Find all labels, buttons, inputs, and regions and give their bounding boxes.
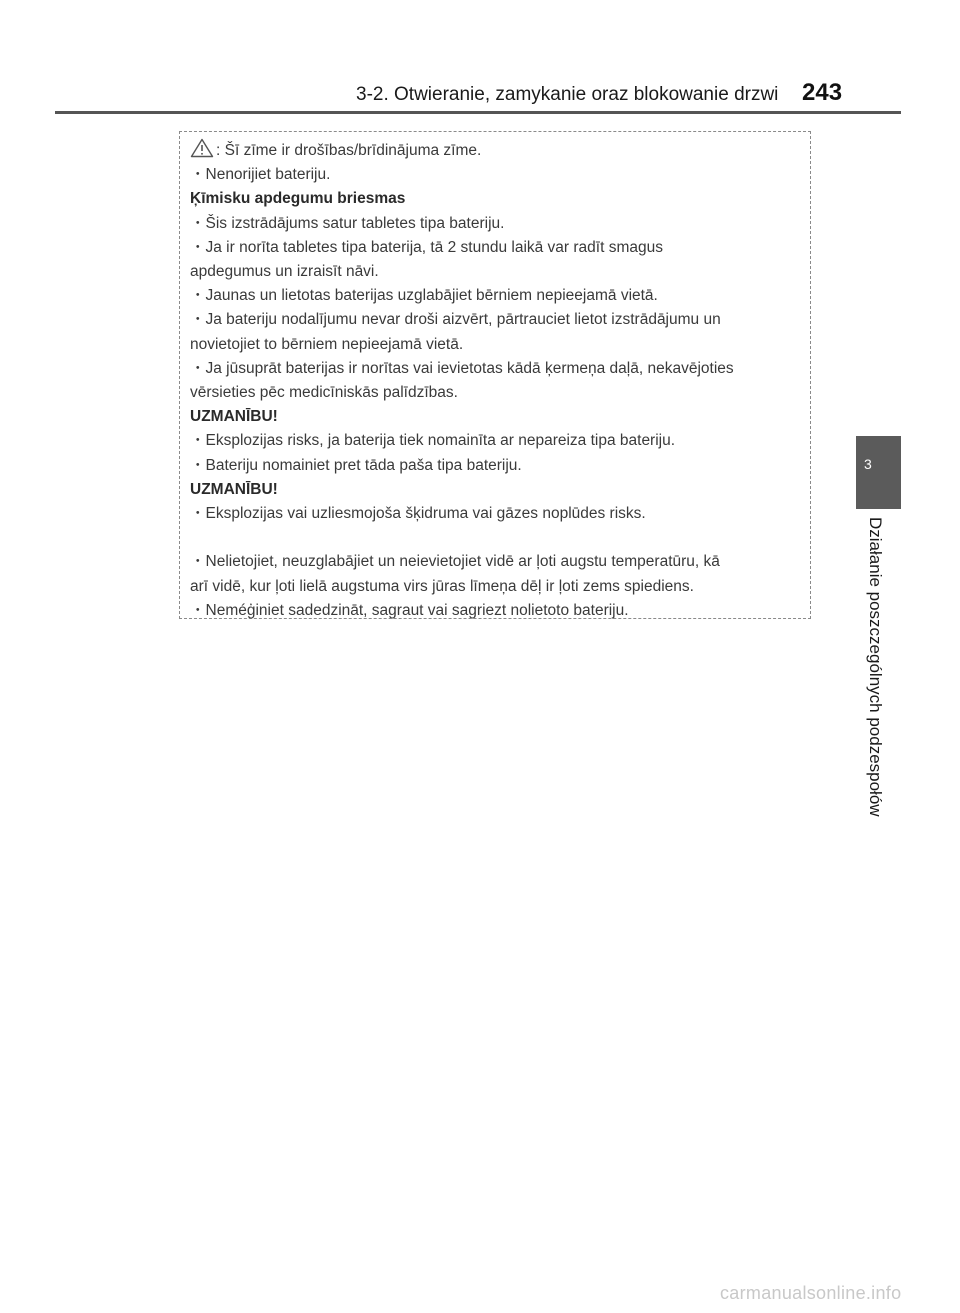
- header-divider: [55, 111, 901, 114]
- warning-line: novietojiet to bērniem nepieejamā vietā.: [190, 335, 464, 353]
- warning-line: ・Nenorijiet bateriju.: [190, 166, 331, 184]
- chapter-tab: [856, 436, 901, 509]
- warning-line: apdegumus un izraisīt nāvi.: [190, 263, 379, 281]
- warning-line: ・Jaunas un lietotas baterijas uzglabājiet bērniem nepieejamā vietā.: [190, 287, 658, 305]
- warning-line: ・Eksplozijas vai uzliesmojoša šķidruma vai gāzes noplūdes risks.: [190, 505, 646, 523]
- caution-heading: UZMANĪBU!: [190, 480, 278, 498]
- page-number: 243: [802, 79, 843, 106]
- warning-heading: Ķīmisku apdegumu briesmas: [190, 190, 406, 208]
- warning-triangle-icon: [190, 138, 214, 158]
- warning-line: ・Ja ir norīta tabletes tipa baterija, tā 2 stundu laikā var radīt smagus: [190, 238, 663, 256]
- warning-line: ・Šis izstrādājums satur tabletes tipa bateriju.: [190, 214, 505, 232]
- warning-line: ・Nelietojiet, neuzglabājiet un neievietojiet vidē ar ļoti augstu temperatūru, kā: [190, 553, 720, 571]
- blank-line: [190, 526, 810, 550]
- warning-line-symbol-legend: [190, 138, 810, 163]
- chapter-number: 3: [864, 456, 872, 472]
- warning-line-text: : Šī zīme ir drošības/brīdinājuma zīme.: [216, 142, 482, 159]
- warning-line: ・Bateriju nomainiet pret tāda paša tipa bateriju.: [190, 456, 522, 474]
- warning-line: vērsieties pēc medicīniskās palīdzības.: [190, 384, 458, 402]
- warning-line: ・Neméģiniet sadedzināt, sagraut vai sagriezt nolietoto bateriju.: [190, 601, 629, 619]
- watermark: carmanualsonline.info: [720, 1283, 902, 1303]
- section-title: 3-2. Otwieranie, zamykanie oraz blokowanie drzwi: [356, 84, 779, 105]
- warning-line: ・Eksplozijas risks, ja baterija tiek nomainīta ar nepareiza tipa bateriju.: [190, 432, 676, 450]
- chapter-title-vertical: Działanie poszczególnych podzespołów: [866, 517, 885, 817]
- warning-box: [179, 131, 811, 619]
- caution-heading: UZMANĪBU!: [190, 408, 278, 426]
- warning-line: ・Ja jūsuprāt baterijas ir norītas vai ievietotas kādā ķermeņa daļā, nekavējoties: [190, 359, 734, 377]
- warning-line: ・Ja bateriju nodalījumu nevar droši aizvērt, pārtrauciet lietot izstrādājumu un: [190, 311, 721, 329]
- warning-line: arī vidē, kur ļoti lielā augstuma virs jūras līmeņa dēļ ir ļoti zems spiediens.: [190, 577, 694, 595]
